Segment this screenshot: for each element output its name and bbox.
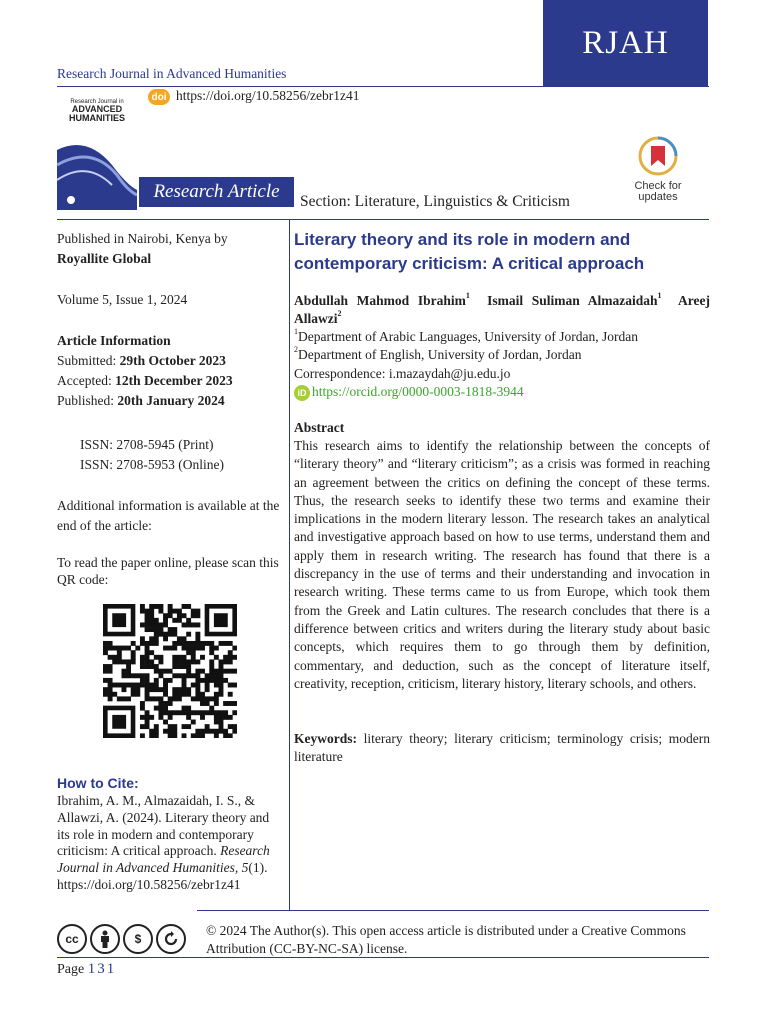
additional-info: Additional information is available at the end of the article: — [57, 498, 280, 533]
orcid-link[interactable]: https://orcid.org/0000-0003-1818-3944 — [312, 383, 524, 399]
by-icon — [90, 924, 120, 954]
doi-link[interactable]: https://doi.org/10.58256/zebr1z41 — [176, 88, 360, 103]
affiliations — [294, 328, 710, 401]
page-indicator — [57, 961, 116, 978]
page-label: Page — [57, 962, 88, 977]
submitted-value: 29th October 2023 — [119, 353, 226, 368]
article-title: Literary theory and its role in modern and contemporary criticism: A critical approach — [294, 230, 645, 273]
section-rule — [57, 219, 709, 220]
issn-block — [80, 435, 306, 475]
column-divider — [289, 220, 290, 910]
header-rule — [57, 86, 709, 87]
volume-issue: Volume 5, Issue 1, 2024 — [57, 292, 188, 307]
page-rule — [57, 957, 709, 958]
citation-part-1: Ibrahim, A. M., Almazaidah, I. S., & Allawzi, A. (2024). Literary theory and its role in modern and contemporary criticism: A critical approach. — [57, 793, 270, 859]
accepted-label: Accepted: — [57, 373, 116, 388]
abstract-text: This research aims to identify the relationship between the concepts of “literary theory” and “literary criticism”; as a crisis was formed in reaching an agreement between the critics on defining the concept of these terms. Thus, the research seeks to identify these two terms and examine their implications in the modern literary lesson. The research takes an analytical and investigative approach based on how to use terms, understand them and apply them in research writing. The research has found that there is a discrepancy in the use of terms and their understanding and invocation in research writing. These terms came to us from Europe, which took them from the Greek and Latin cultures. The research concludes that there is a difference between critics and writers during the literary study about basic concepts, which requires them to go through them by definition, commentary, and deduction, such as the concept of literature itself, creativity, reception, criticism, literary history, literary schools, and others. — [294, 438, 710, 691]
article-info-heading: Article Information — [57, 333, 171, 348]
cover-line-2: ADVANCED — [71, 104, 123, 114]
orcid-icon: iD — [294, 385, 310, 401]
footer-rule — [197, 910, 709, 911]
journal-abbrev: RJAH — [582, 24, 669, 61]
qr-instructions: To read the paper online, please scan this QR code: — [57, 555, 279, 587]
article-type: Research Article — [153, 181, 280, 202]
article-information — [57, 331, 283, 411]
keywords-text: literary theory; literary criticism; terminology crisis; modern literature — [294, 731, 710, 765]
cover-line-3: HUMANITIES — [69, 113, 125, 123]
affiliation-1: $^1$Department of Arabic Languages, University of Jordan, Jordan — [294, 327, 639, 344]
author-1: Abdullah Mahmod Ibrahim — [294, 293, 466, 308]
journal-abbrev-box — [543, 0, 708, 86]
cc-license-icons — [57, 924, 186, 956]
issn-online: ISSN: 2708-5953 (Online) — [80, 457, 224, 472]
journal-cover-logo — [57, 95, 137, 210]
check-for-updates-button[interactable] — [625, 136, 691, 203]
affiliation-2: $^2$Department of English, University of Jordan, Jordan — [294, 345, 582, 363]
article-type-badge — [139, 177, 294, 207]
check-updates-label: Check for updates — [634, 180, 682, 203]
correspondence: Correspondence: i.mazaydah@ju.edu.jo — [294, 365, 511, 381]
issn-print: ISSN: 2708-5945 (Print) — [80, 437, 214, 452]
license-text: © 2024 The Author(s). This open access article is distributed under a Creative Commons Attribution (CC-BY-NC-SA) license. — [206, 923, 686, 956]
sa-icon — [156, 924, 186, 954]
published-date — [57, 391, 283, 411]
journal-name: Research Journal in Advanced Humanities — [57, 66, 287, 81]
citation-text — [57, 793, 277, 894]
qr-code-graphic — [103, 604, 237, 738]
published-label: Published: — [57, 393, 118, 408]
affiliation-1-text: Department of Arabic Languages, University of Jordan, Jordan — [298, 329, 639, 344]
affiliation-2-text: Department of English, University of Jordan, Jordan — [298, 347, 582, 363]
qr-code[interactable] — [103, 604, 237, 743]
author-3: Areej Allawzi — [294, 293, 710, 327]
submitted-date — [57, 351, 283, 371]
accepted-date — [57, 371, 283, 391]
keywords — [294, 730, 710, 767]
section-label: Section: Literature, Linguistics & Criticism — [300, 193, 570, 210]
author-list: Abdullah Mahmod Ibrahim$^1$ Ismail Suliman Almazaidah$^1$ Areej Allawzi$^2$ — [294, 291, 710, 327]
accepted-value: 12th December 2023 — [115, 373, 233, 388]
publisher-block — [57, 229, 283, 269]
published-in: Published in Nairobi, Kenya by — [57, 231, 228, 246]
keywords-label: Keywords: — [294, 731, 364, 746]
cc-icon: cc — [57, 924, 87, 954]
citation-part-2: (1). https://doi.org/10.58256/zebr1z41 — [57, 860, 268, 892]
published-value: 20th January 2024 — [117, 393, 225, 408]
nc-icon: $ — [123, 924, 153, 954]
how-to-cite-heading: How to Cite: — [57, 775, 139, 791]
publisher-name: Royallite Global — [57, 251, 152, 266]
citation-journal: Research Journal in Advanced Humanities, 5 — [57, 843, 270, 876]
submitted-label: Submitted: — [57, 353, 120, 368]
page-number: 131 — [87, 961, 117, 977]
cover-graphic — [57, 95, 137, 210]
orcid-row — [294, 383, 710, 401]
abstract-heading: Abstract — [294, 420, 345, 435]
cover-line-1: Research Journal in — [70, 99, 124, 105]
check-updates-icon — [638, 136, 678, 176]
author-2: Ismail Suliman Almazaidah — [487, 293, 658, 308]
doi-icon: doi — [148, 89, 170, 105]
